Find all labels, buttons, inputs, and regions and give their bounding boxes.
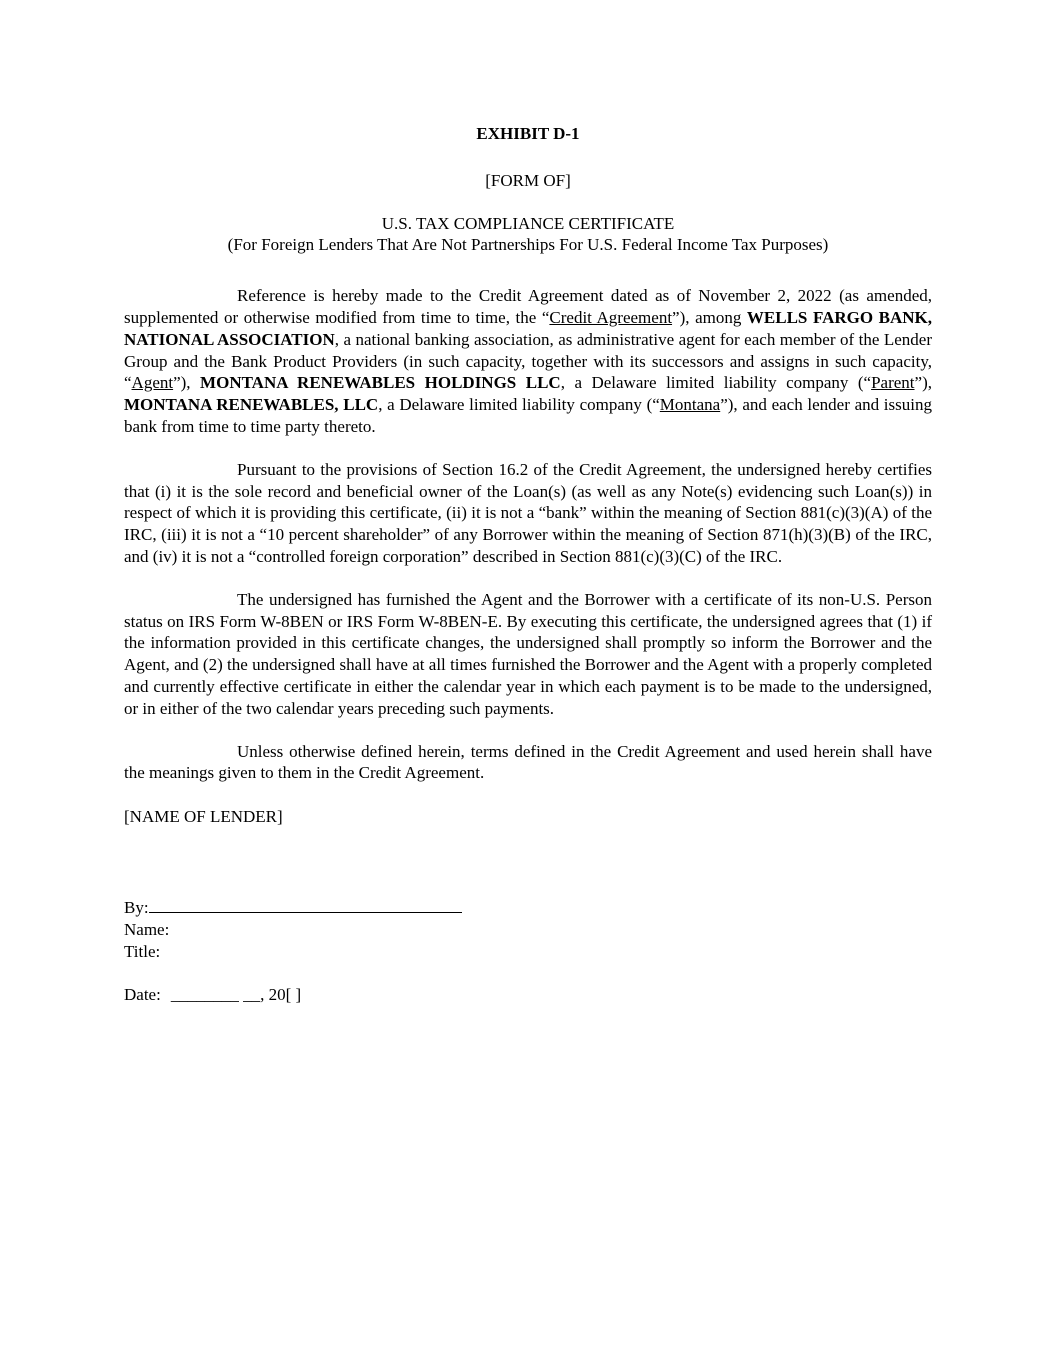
signature-line [149, 896, 462, 913]
by-label: By: [124, 897, 149, 917]
certificate-title: U.S. TAX COMPLIANCE CERTIFICATE [381, 213, 675, 233]
paragraph-irs-forms: The undersigned has furnished the Agent and the Borrower with a certificate of its non-U.S. Person status on IRS Form W-8BEN or IRS Form W-8BEN-E. By executing this certificate, the undersigned agrees that (1) if the information provided in this certificate changes, the undersigned shall promptly so inform the Borrower and the Agent, and (2) the undersigned shall have at all times furnished the Borrower and the Agent with a properly completed and currently effective certificate in either the calendar year in which each payment is to be made to the undersigned, or in either of the two calendar years preceding such payments. [124, 589, 932, 718]
date-blank: ________ __, 20[ ] [170, 985, 302, 1005]
signature-block [124, 896, 932, 1006]
date-row [124, 984, 932, 1006]
title-label: Title: [124, 941, 161, 961]
paragraph-definitions: Unless otherwise defined herein, terms defined in the Credit Agreement and used herein shall have the meanings given to them in the Credit Agreement. [124, 741, 932, 783]
paragraph-reference: Reference is hereby made to the Credit Agreement dated as of November 2, 2022 (as amended, supplemented or otherwise modified from time to time, the “Credit Agreement”), among WELLS FARGO BANK, NATIONAL ASSOCIATION, a national banking association, as administrative agent for each member of the Lender Group and the Bank Product Providers (in such capacity, together with its successors and assigns in such capacity, “Agent”), MONTANA RENEWABLES HOLDINGS LLC, a Delaware limited liability company (“Parent”), MONTANA RENEWABLES, LLC, a Delaware limited liability company (“Montana”), and each lender and issuing bank from time to time party thereto. [124, 286, 932, 436]
form-of-heading: [FORM OF] [485, 170, 571, 190]
signature-by-row [124, 896, 932, 919]
lender-name-placeholder: [NAME OF LENDER] [124, 807, 283, 827]
name-label: Name: [124, 919, 170, 939]
date-label: Date: [124, 985, 161, 1005]
certificate-subtitle: (For Foreign Lenders That Are Not Partnerships For U.S. Federal Income Tax Purposes) [227, 235, 829, 255]
paragraph-certification: Pursuant to the provisions of Section 16.2 of the Credit Agreement, the undersigned hereby certifies that (i) it is the sole record and beneficial owner of the Loan(s) (as well as any Note(s) evidencing such Loan(s)) in respect of which it is providing this certificate, (ii) it is not a “bank” within the meaning of Section 881(c)(3)(A) of the IRC, (iii) it is not a “10 percent shareholder” of any Borrower within the meaning of Section 871(h)(3)(B) of the IRC, and (iv) it is not a “controlled foreign corporation” described in Section 881(c)(3)(C) of the IRC. [124, 459, 932, 566]
exhibit-heading: EXHIBIT D-1 [476, 124, 580, 143]
